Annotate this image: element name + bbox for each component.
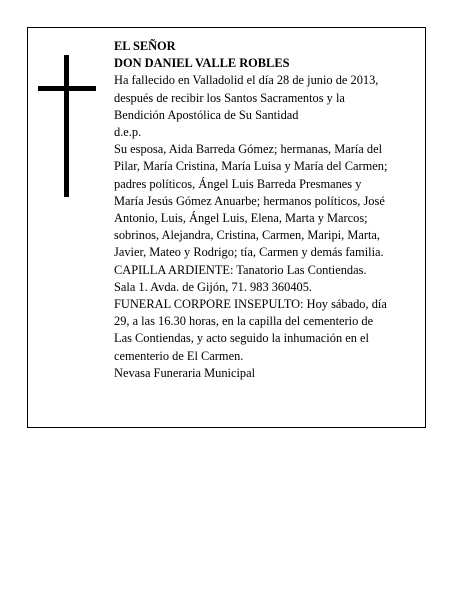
notice-line: Las Contiendas, y acto seguido la inhumación en el — [114, 331, 369, 346]
notice-line: cementerio de El Carmen. — [114, 348, 244, 363]
notice-line: Ha fallecido en Valladolid el día 28 de junio de 2013, — [114, 73, 379, 88]
funeral-home-line: Nevasa Funeraria Municipal — [114, 365, 256, 380]
notice-line: después de recibir los Santos Sacramentos y la — [114, 90, 345, 105]
notice-line: María Jesús Gómez Anuarbe; hermanos políticos, José — [114, 193, 385, 208]
cross-vertical-bar — [64, 55, 69, 197]
notice-line: Sala 1. Avda. de Gijón, 71. 983 360405. — [114, 279, 313, 294]
notice-line: Bendición Apostólica de Su Santidad — [114, 107, 299, 122]
heading-title: EL SEÑOR — [114, 39, 176, 53]
notice-line: CAPILLA ARDIENTE: Tanatorio Las Contiendas. — [114, 262, 367, 277]
notice-line: 29, a las 16.30 horas, en la capilla del cementerio de — [114, 314, 374, 329]
notice-text — [114, 38, 420, 382]
notice-line: padres políticos, Ángel Luis Barreda Presmanes y — [114, 176, 362, 191]
notice-line: Javier, Mateo y Rodrigo; tía, Carmen y demás familia. — [114, 245, 384, 260]
notice-line: sobrinos, Alejandra, Cristina, Carmen, Maripi, Marta, — [114, 228, 380, 243]
cross-icon — [38, 55, 96, 197]
dep-line: d.e.p. — [114, 125, 142, 140]
cross-horizontal-bar — [38, 86, 96, 91]
deceased-name: DON DANIEL VALLE ROBLES — [114, 56, 290, 71]
notice-line: Pilar, María Cristina, María Luisa y María del Carmen; — [114, 159, 388, 174]
notice-line: Antonio, Luis, Ángel Luis, Elena, Marta y Marcos; — [114, 211, 368, 226]
notice-line: FUNERAL CORPORE INSEPULTO: Hoy sábado, día — [114, 297, 387, 312]
notice-line: Su esposa, Aida Barreda Gómez; hermanas, María del — [114, 142, 383, 157]
